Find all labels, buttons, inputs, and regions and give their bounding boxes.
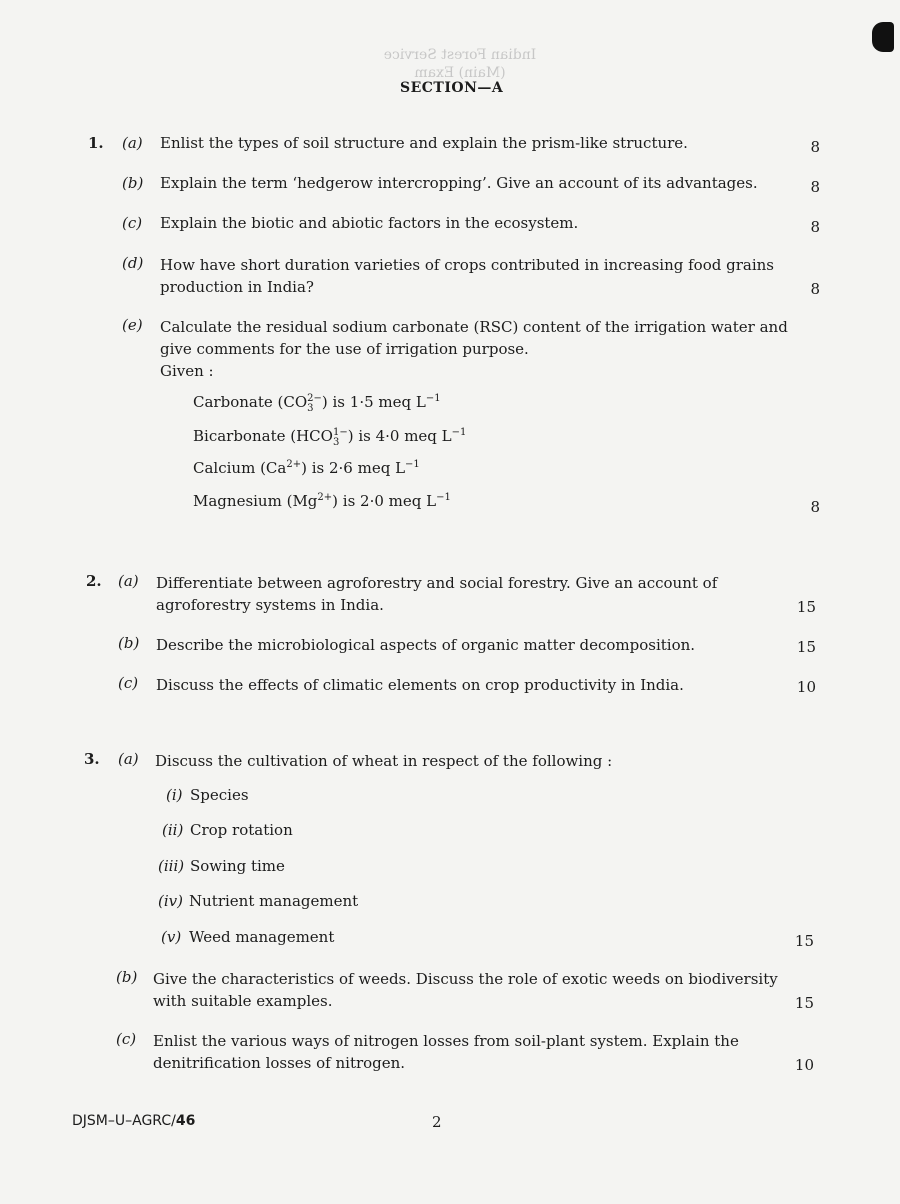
part-text: Enlist the various ways of nitrogen losses from soil-plant system. Explain the denitrification losses of nitrogen.: [153, 1032, 739, 1072]
part-label: (c): [116, 1030, 137, 1048]
part-label: (b): [116, 968, 138, 986]
part-label: (d): [122, 254, 144, 272]
part-marks: 15: [796, 598, 816, 616]
paper-code: DJSM–U–AGRC/46: [72, 1113, 196, 1129]
part-text: Calculate the residual sodium carbonate (RSC) content of the irrigation water and give comments for the use of irrigation purpose.: [160, 318, 788, 358]
sub-item-label: (v): [161, 928, 182, 946]
part-label: (a): [118, 750, 139, 768]
sub-item-text: Sowing time: [190, 857, 285, 875]
part-text: Explain the biotic and abiotic factors in the ecosystem.: [160, 214, 579, 232]
sub-item-text: Species: [190, 786, 249, 804]
sub-item-label: (ii): [162, 821, 184, 839]
part-text: Give the characteristics of weeds. Discuss the role of exotic weeds on biodiversity with suitable examples.: [153, 970, 778, 1010]
part-marks: 15: [796, 638, 816, 656]
page-number: 2: [432, 1113, 442, 1131]
part-marks: 8: [810, 498, 820, 516]
sub-item-text: Nutrient management: [189, 892, 359, 910]
given-magnesium: Magnesium $(Mg^{2+})$ is 2·0 meq $L^{-1}$: [193, 492, 451, 510]
part-marks: 10: [796, 678, 816, 696]
question-number: 1.: [88, 134, 104, 152]
part-label: (c): [122, 214, 143, 232]
part-text: Describe the microbiological aspects of organic matter decomposition.: [156, 636, 696, 654]
given-label: Given :: [160, 362, 214, 380]
given-bicarbonate: Bicarbonate (HCO 1− 3 ) is 4·0 meq $L^{-1}$: [193, 427, 467, 448]
part-text: Discuss the effects of climatic elements on crop productivity in India.: [156, 676, 684, 694]
part-marks: 10: [794, 1056, 814, 1074]
part-text: Explain the term ‘hedgerow intercropping’. Give an account of its advantages.: [160, 174, 758, 192]
question-number: 3.: [84, 750, 100, 768]
scan-edge-mark: [872, 22, 894, 52]
watermark: Indian Forest Service (Main) Exam: [383, 47, 537, 81]
part-text: Enlist the types of soil structure and explain the prism-like structure.: [160, 134, 688, 152]
part-label: (b): [122, 174, 144, 192]
part-marks: 15: [794, 994, 814, 1012]
part-label: (b): [118, 634, 140, 652]
part-label: (a): [118, 572, 139, 590]
part-label: (c): [118, 674, 139, 692]
sub-item-label: (i): [166, 786, 183, 804]
part-marks: 8: [810, 218, 820, 236]
part-marks: 8: [810, 138, 820, 156]
sub-item-text: Crop rotation: [190, 821, 293, 839]
question-number: 2.: [86, 572, 102, 590]
part-marks: 8: [810, 280, 820, 298]
part-marks: 8: [810, 178, 820, 196]
given-calcium: Calcium $(Ca^{2+})$ is 2·6 meq $L^{-1}$: [193, 459, 420, 477]
part-text: Discuss the cultivation of wheat in respect of the following :: [155, 752, 613, 770]
sub-item-label: (iii): [158, 857, 185, 875]
sub-item-text: Weed management: [189, 928, 335, 946]
sub-item-label: (iv): [158, 892, 183, 910]
part-marks: 15: [794, 932, 814, 950]
part-text: How have short duration varieties of crops contributed in increasing food grains production in India?: [160, 256, 774, 296]
part-text: Differentiate between agroforestry and social forestry. Give an account of agroforestry systems in India.: [156, 574, 718, 614]
part-label: (e): [122, 316, 143, 334]
part-label: (a): [122, 134, 143, 152]
section-title: SECTION—A: [400, 80, 504, 96]
given-carbonate: Carbonate (CO 2− 3 ) is 1·5 meq $L^{-1}$: [193, 393, 441, 414]
